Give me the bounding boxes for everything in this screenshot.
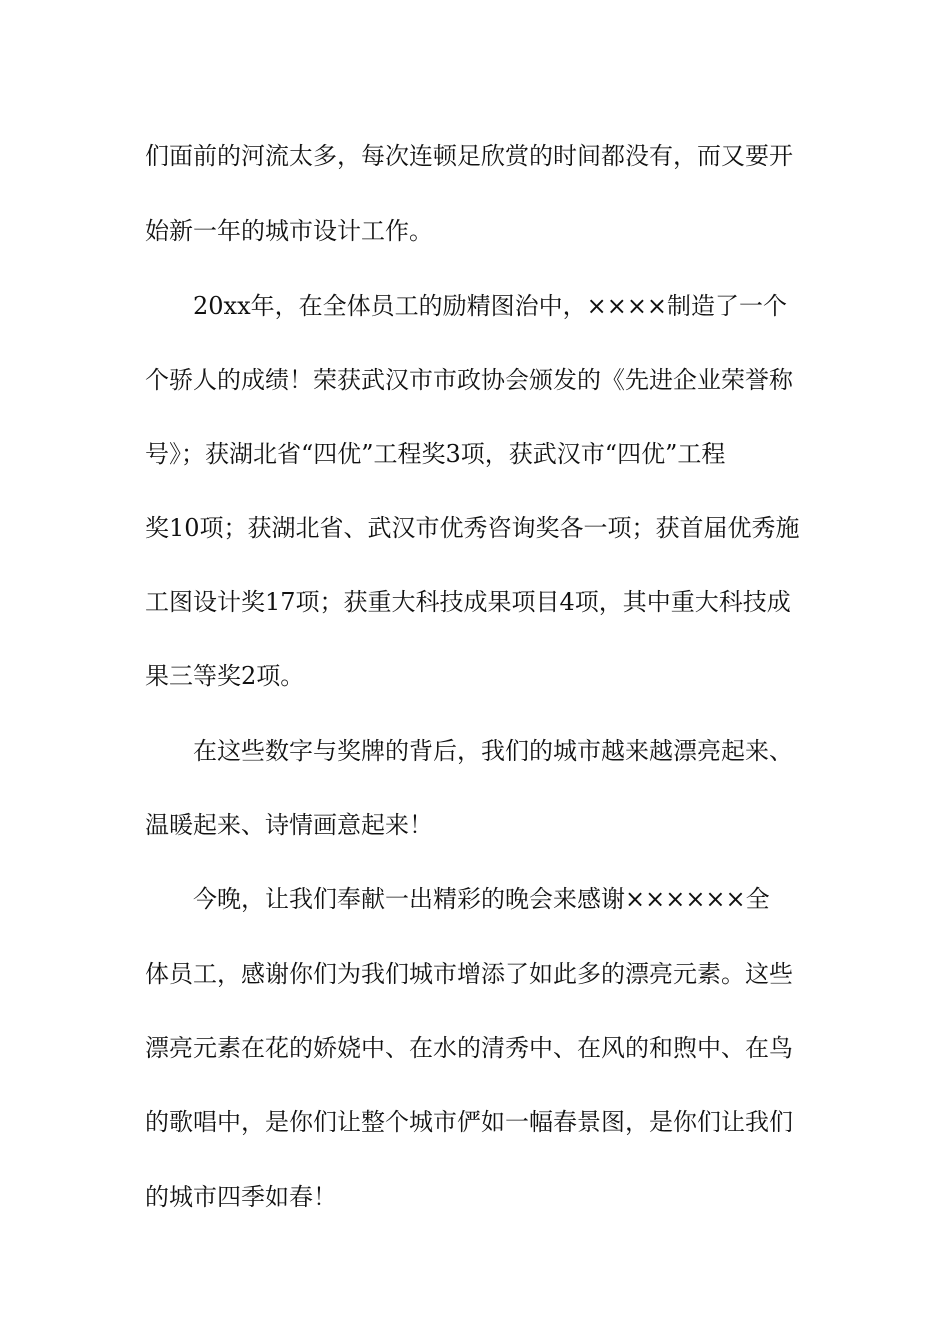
text-line-2: 始新一年的城市设计工作。 (145, 217, 433, 245)
text-line-6: 奖10项；获湖北省、武汉市优秀咨询奖各一项；获首届优秀施 (145, 514, 800, 542)
text-line-4: 个骄人的成绩！荣获武汉市市政协会颁发的《先进企业荣誉称 (145, 366, 793, 394)
text-line-8: 果三等奖2项。 (145, 662, 305, 690)
text-line-5: 号》；获湖北省“四优”工程奖3项，获武汉市“四优”工程 (145, 440, 726, 468)
text-line-11: 今晚，让我们奉献一出精彩的晚会来感谢××××××全 (193, 885, 770, 913)
text-line-1: 们面前的河流太多，每次连顿足欣赏的时间都没有，而又要开 (145, 142, 793, 170)
text-line-9: 在这些数字与奖牌的背后，我们的城市越来越漂亮起来、 (193, 737, 793, 765)
text-line-12: 体员工，感谢你们为我们城市增添了如此多的漂亮元素。这些 (145, 960, 793, 988)
text-line-13: 漂亮元素在花的娇娆中、在水的清秀中、在风的和煦中、在鸟 (145, 1034, 793, 1062)
text-line-14: 的歌唱中，是你们让整个城市俨如一幅春景图，是你们让我们 (145, 1108, 793, 1136)
text-line-7: 工图设计奖17项；获重大科技成果项目4项，其中重大科技成 (145, 588, 791, 616)
text-line-15: 的城市四季如春！ (145, 1183, 337, 1211)
text-line-10: 温暖起来、诗情画意起来！ (145, 811, 433, 839)
text-line-3: 20xx年，在全体员工的励精图治中，××××制造了一个 (193, 292, 788, 320)
